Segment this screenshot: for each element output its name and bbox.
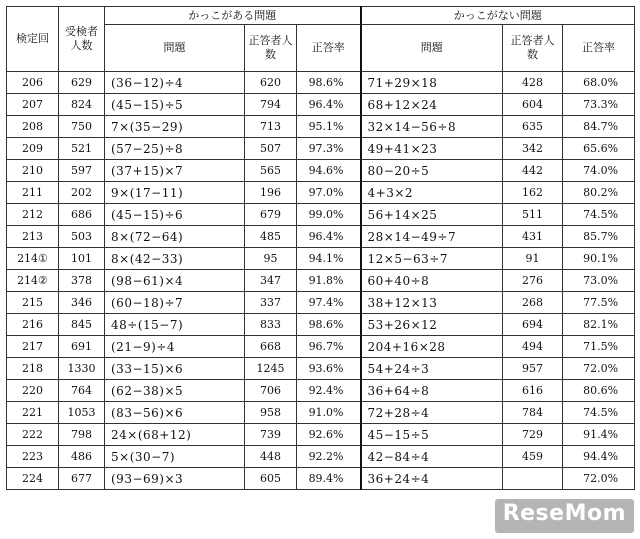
rate-with-cell: 97.4% [297,292,361,314]
correct-with-cell: 95 [245,248,297,270]
jyuken-cell: 750 [59,116,105,138]
rate-without-cell: 85.7% [563,226,635,248]
results-table [6,6,635,490]
correct-without-cell: 494 [503,336,563,358]
jyuken-cell: 1330 [59,358,105,380]
correct-with-cell: 739 [245,424,297,446]
correct-without-cell: 342 [503,138,563,160]
problem-without-cell: 53+26×12 [361,314,503,336]
rate-with-cell: 96.4% [297,94,361,116]
table-row [7,248,635,270]
table-row [7,182,635,204]
problem-with-cell: (93−69)×3 [105,468,245,490]
table-row [7,446,635,468]
kentei-cell: 208 [7,116,59,138]
table-row [7,424,635,446]
rate-with-cell: 91.8% [297,270,361,292]
kentei-cell: 216 [7,314,59,336]
problem-with-cell: (98−61)×4 [105,270,245,292]
jyuken-cell: 1053 [59,402,105,424]
problem-with-cell: (37+15)×7 [105,160,245,182]
correct-with-cell: 668 [245,336,297,358]
table-body [7,72,635,490]
kentei-cell: 207 [7,94,59,116]
rate-without-cell: 65.6% [563,138,635,160]
header-group-with: かっこがある問題 [105,7,361,25]
correct-with-cell: 620 [245,72,297,94]
kentei-cell: 214② [7,270,59,292]
problem-without-cell: 71+29×18 [361,72,503,94]
rate-without-cell: 84.7% [563,116,635,138]
problem-without-cell: 12×5−63÷7 [361,248,503,270]
jyuken-cell: 503 [59,226,105,248]
header-seitouritsu-with: 正答率 [297,25,361,72]
problem-with-cell: 7×(35−29) [105,116,245,138]
correct-with-cell: 794 [245,94,297,116]
problem-without-cell: 4+3×2 [361,182,503,204]
header-seitousha-without: 正答者人数 [503,25,563,72]
table-row [7,292,635,314]
correct-with-cell: 713 [245,116,297,138]
header-group-without: かっこがない問題 [361,7,635,25]
correct-with-cell: 565 [245,160,297,182]
jyuken-cell: 202 [59,182,105,204]
problem-without-cell: 54+24÷3 [361,358,503,380]
table-row [7,402,635,424]
jyuken-cell: 521 [59,138,105,160]
rate-with-cell: 97.3% [297,138,361,160]
problem-with-cell: (33−15)×6 [105,358,245,380]
rate-with-cell: 92.4% [297,380,361,402]
problem-without-cell: 38+12×13 [361,292,503,314]
rate-without-cell: 72.0% [563,358,635,380]
rate-with-cell: 96.4% [297,226,361,248]
header-mondai-with: 問題 [105,25,245,72]
rate-without-cell: 80.2% [563,182,635,204]
rate-without-cell: 71.5% [563,336,635,358]
jyuken-cell: 691 [59,336,105,358]
jyuken-cell: 101 [59,248,105,270]
rate-without-cell: 91.4% [563,424,635,446]
problem-with-cell: (62−38)×5 [105,380,245,402]
correct-without-cell: 635 [503,116,563,138]
header-jyuken: 受検者人数 [59,7,105,72]
correct-without-cell [503,468,563,490]
correct-without-cell: 428 [503,72,563,94]
rate-with-cell: 96.7% [297,336,361,358]
correct-with-cell: 605 [245,468,297,490]
correct-with-cell: 833 [245,314,297,336]
problem-without-cell: 49+41×23 [361,138,503,160]
correct-with-cell: 347 [245,270,297,292]
rate-without-cell: 90.1% [563,248,635,270]
problem-with-cell: (57−25)÷8 [105,138,245,160]
jyuken-cell: 764 [59,380,105,402]
rate-without-cell: 68.0% [563,72,635,94]
rate-with-cell: 92.6% [297,424,361,446]
jyuken-cell: 629 [59,72,105,94]
table-row [7,358,635,380]
kentei-cell: 214① [7,248,59,270]
correct-without-cell: 957 [503,358,563,380]
correct-without-cell: 784 [503,402,563,424]
correct-without-cell: 442 [503,160,563,182]
jyuken-cell: 845 [59,314,105,336]
problem-with-cell: (45−15)÷6 [105,204,245,226]
kentei-cell: 213 [7,226,59,248]
kentei-cell: 212 [7,204,59,226]
kentei-cell: 222 [7,424,59,446]
problem-with-cell: 9×(17−11) [105,182,245,204]
jyuken-cell: 824 [59,94,105,116]
problem-without-cell: 60+40÷8 [361,270,503,292]
table-row [7,138,635,160]
jyuken-cell: 686 [59,204,105,226]
rate-with-cell: 98.6% [297,72,361,94]
correct-without-cell: 459 [503,446,563,468]
problem-with-cell: (60−18)÷7 [105,292,245,314]
table-row [7,160,635,182]
resemom-logo: ReseMom [495,499,634,533]
correct-without-cell: 729 [503,424,563,446]
rate-without-cell: 94.4% [563,446,635,468]
correct-with-cell: 958 [245,402,297,424]
kentei-cell: 224 [7,468,59,490]
table-row [7,116,635,138]
table-row [7,468,635,490]
correct-without-cell: 604 [503,94,563,116]
problem-with-cell: (36−12)÷4 [105,72,245,94]
rate-with-cell: 95.1% [297,116,361,138]
kentei-cell: 209 [7,138,59,160]
header-kentei: 検定回 [7,7,59,72]
rate-without-cell: 73.0% [563,270,635,292]
table-row [7,380,635,402]
correct-with-cell: 337 [245,292,297,314]
table-row [7,72,635,94]
table-row [7,204,635,226]
problem-without-cell: 56+14×25 [361,204,503,226]
problem-without-cell: 28×14−49÷7 [361,226,503,248]
jyuken-cell: 597 [59,160,105,182]
problem-with-cell: 8×(72−64) [105,226,245,248]
correct-with-cell: 507 [245,138,297,160]
correct-with-cell: 679 [245,204,297,226]
kentei-cell: 210 [7,160,59,182]
rate-with-cell: 94.6% [297,160,361,182]
kentei-cell: 211 [7,182,59,204]
kentei-cell: 223 [7,446,59,468]
problem-without-cell: 36+24÷4 [361,468,503,490]
correct-with-cell: 196 [245,182,297,204]
jyuken-cell: 346 [59,292,105,314]
correct-with-cell: 706 [245,380,297,402]
correct-with-cell: 485 [245,226,297,248]
table-container [6,6,634,490]
rate-without-cell: 80.6% [563,380,635,402]
rate-without-cell: 74.5% [563,402,635,424]
problem-without-cell: 45−15÷5 [361,424,503,446]
rate-without-cell: 74.0% [563,160,635,182]
kentei-cell: 218 [7,358,59,380]
header-mondai-without: 問題 [361,25,503,72]
rate-with-cell: 91.0% [297,402,361,424]
problem-with-cell: (83−56)×6 [105,402,245,424]
correct-without-cell: 616 [503,380,563,402]
correct-with-cell: 448 [245,446,297,468]
problem-without-cell: 80−20÷5 [361,160,503,182]
problem-with-cell: 24×(68+12) [105,424,245,446]
correct-without-cell: 431 [503,226,563,248]
table-row [7,94,635,116]
kentei-cell: 206 [7,72,59,94]
rate-with-cell: 93.6% [297,358,361,380]
rate-without-cell: 74.5% [563,204,635,226]
problem-without-cell: 68+12×24 [361,94,503,116]
correct-without-cell: 694 [503,314,563,336]
rate-with-cell: 98.6% [297,314,361,336]
table-row [7,314,635,336]
correct-without-cell: 511 [503,204,563,226]
rate-without-cell: 72.0% [563,468,635,490]
rate-with-cell: 97.0% [297,182,361,204]
problem-with-cell: 48÷(15−7) [105,314,245,336]
correct-without-cell: 162 [503,182,563,204]
jyuken-cell: 677 [59,468,105,490]
problem-with-cell: (45−15)÷5 [105,94,245,116]
header-seitousha-with: 正答者人数 [245,25,297,72]
kentei-cell: 221 [7,402,59,424]
table-row [7,226,635,248]
correct-with-cell: 1245 [245,358,297,380]
problem-without-cell: 72+28÷4 [361,402,503,424]
correct-without-cell: 268 [503,292,563,314]
correct-without-cell: 91 [503,248,563,270]
problem-without-cell: 204+16×28 [361,336,503,358]
problem-without-cell: 42−84÷4 [361,446,503,468]
rate-with-cell: 89.4% [297,468,361,490]
table-row [7,336,635,358]
problem-with-cell: 5×(30−7) [105,446,245,468]
jyuken-cell: 378 [59,270,105,292]
kentei-cell: 217 [7,336,59,358]
header-seitouritsu-without: 正答率 [563,25,635,72]
correct-without-cell: 276 [503,270,563,292]
jyuken-cell: 798 [59,424,105,446]
rate-with-cell: 99.0% [297,204,361,226]
problem-without-cell: 32×14−56÷8 [361,116,503,138]
problem-without-cell: 36+64÷8 [361,380,503,402]
kentei-cell: 215 [7,292,59,314]
rate-with-cell: 92.2% [297,446,361,468]
rate-without-cell: 77.5% [563,292,635,314]
rate-without-cell: 82.1% [563,314,635,336]
problem-with-cell: 8×(42−33) [105,248,245,270]
table-row [7,270,635,292]
rate-with-cell: 94.1% [297,248,361,270]
problem-with-cell: (21−9)÷4 [105,336,245,358]
jyuken-cell: 486 [59,446,105,468]
kentei-cell: 220 [7,380,59,402]
rate-without-cell: 73.3% [563,94,635,116]
